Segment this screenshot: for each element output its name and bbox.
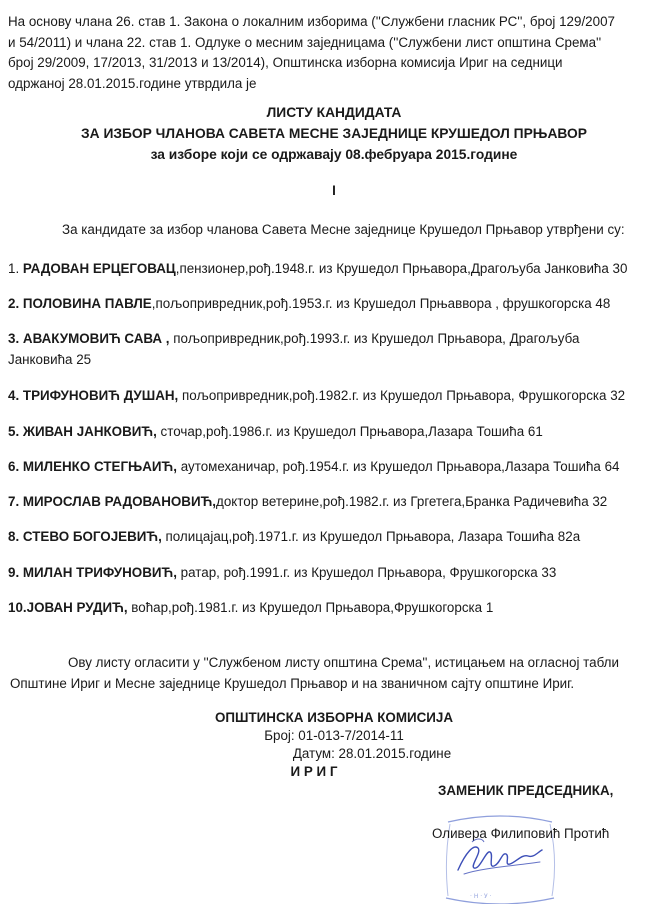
candidate-details: аутомеханичар, рођ.1954.г. из Крушедол Прњавора,Лазара Тошића 64 [177,459,620,474]
candidate-details: воћар,рођ.1981.г. из Крушедол Прњавора,Фрушкогорска 1 [127,600,494,615]
closing-line: Општине Ириг и Месне заједнице Крушедол Прњавор и на званичном сајту општине Ириг. [10,676,575,691]
candidate-details: полицајац,рођ.1971.г. из Крушедол Прњавора, Лазара Тошића 82а [161,529,581,544]
candidate-details: доктор ветерине,рођ.1982.г. из Гргетега,Бранка Радичевића 32 [216,494,608,509]
candidate-number: 10. [8,600,27,615]
candidate-item [8,562,658,583]
deputy-name: Оливера Филиповић Протић [432,826,610,841]
intro-line: и 54/2011) и члана 22. став 1. Одлуке о месним заједницама (''Службени лист општина Срема'' [8,34,602,50]
intro-line: одржаној 28.01.2015.године утврдила је [8,75,257,91]
candidate-details: ратар, рођ.1991.г. из Крушедол Прњавора, Фрушкогорска 33 [176,565,557,580]
section-numeral: I [332,183,336,198]
svg-text:· Н · У ·: · Н · У · [470,893,492,900]
candidate-name: ЈОВАН РУДИЋ, [26,600,128,615]
intro-line: број 29/2009, 17/2013, 31/2013 и 13/2014), Општинска изборна комисија Ириг на седници [8,55,563,70]
document-place: И Р И Г [290,764,338,779]
candidate-details-cont: Јанковића 25 [8,352,92,367]
candidate-number: 1. [8,261,20,276]
candidate-name: МИЛЕНКО СТЕГЊАИЋ, [22,459,177,474]
closing-line: Ову листу огласити у ''Службеном листу општина Срема'', истицањем на огласној табли [68,655,619,670]
candidate-number: 2. [8,296,20,311]
candidate-item [8,526,658,547]
deputy-title: ЗАМЕНИК ПРЕДСЕДНИКА, [438,783,614,798]
candidate-item [8,293,658,314]
candidate-item [8,421,658,442]
document-title-line2: ЗА ИЗБОР ЧЛАНОВА САВЕТА МЕСНЕ ЗАЈЕДНИЦЕ КРУШЕДОЛ ПРЊАВОР [81,126,587,141]
candidate-name: ПОЛОВИНА ПАВЛЕ [22,296,152,311]
document-date: Датум: 28.01.2015.године [292,746,452,761]
candidate-name: ТРИФУНОВИЋ ДУШАН, [22,388,179,403]
candidate-name: СТЕВО БОГОЈЕВИЋ, [22,529,162,544]
lead-sentence: За кандидате за избор чланова Савета Месне заједнице Крушедол Прњавор утврђени су: [62,222,625,237]
candidate-item [8,328,658,370]
intro-paragraph [8,12,658,94]
candidate-item [8,456,658,477]
candidate-details: ,пензионер,рођ.1948.г. из Крушедол Прњавора,Драгољуба Јанковића 30 [175,261,628,276]
handwritten-signature [452,832,548,882]
candidate-item [8,597,658,618]
candidate-details: сточар,рођ.1986.г. из Крушедол Прњавора,Лазара Тошића 61 [156,424,543,439]
document-title-line3: за изборе који се одржавају 08.фебруара 2015.године [150,147,518,162]
intro-line: На основу члана 26. став 1. Закона о локалним изборима (''Службени гласник РС'', број 129/2007 [8,14,615,29]
document-number: Број: 01-013-7/2014-11 [264,728,404,743]
candidate-name: РАДОВАН ЕРЦЕГОВАЦ [22,261,176,276]
candidate-number: 3. [8,331,20,346]
candidate-number: 6. [8,459,20,474]
document-title: ЛИСТУ КАНДИДАТА [266,105,402,120]
candidate-number: 9. [8,565,20,580]
candidate-number: 4. [8,388,20,403]
candidate-item [8,385,658,406]
commission-name: ОПШТИНСКА ИЗБОРНА КОМИСИЈА [214,710,454,725]
candidate-name: МИРОСЛАВ РАДОВАНОВИЋ, [22,494,217,509]
candidate-number: 5. [8,424,20,439]
candidate-details: пољопривредник,рођ.1993.г. из Крушедол Прњавора, Драгољуба [169,331,580,346]
candidate-name: ЖИВАН ЈАНКОВИЋ, [22,424,157,439]
candidate-name: МИЛАН ТРИФУНОВИЋ, [22,565,177,580]
candidate-item [8,258,658,279]
candidate-number: 7. [8,494,20,509]
candidate-name: АВАКУМОВИЋ САВА , [22,331,170,346]
candidate-item [8,491,658,512]
candidate-details: ,пољопривредник,рођ.1953.г. из Крушедол Прњаввора , фрушкогорска 48 [151,296,611,311]
candidate-number: 8. [8,529,20,544]
closing-paragraph [10,652,660,694]
candidate-details: пољопривредник,рођ.1982.г. из Крушедол Прњавора, Фрушкогорска 32 [178,388,626,403]
